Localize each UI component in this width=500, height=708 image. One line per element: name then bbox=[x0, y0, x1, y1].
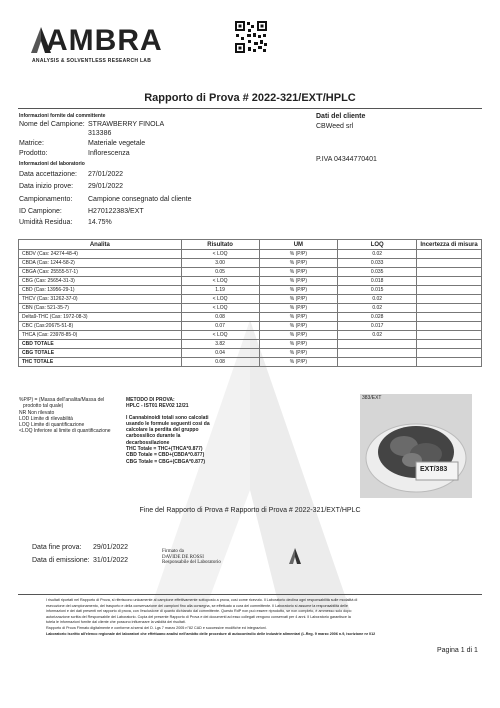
sample-photo bbox=[360, 394, 472, 498]
photo-label: EXT/383 bbox=[420, 466, 448, 473]
table-row bbox=[19, 313, 482, 322]
formula-line: CBG Totale = CBG+(CBGA*0.877) bbox=[126, 458, 206, 465]
table-cell-analyte: CBD TOTALE bbox=[19, 340, 182, 349]
table-cell-unc bbox=[417, 259, 482, 268]
table-row bbox=[19, 250, 482, 259]
sampling-label: Campionamento: bbox=[19, 196, 73, 203]
header-uncertainty: Incertezza di misura bbox=[417, 240, 482, 250]
table-cell-um: % (P/P) bbox=[259, 340, 338, 349]
table-cell-result: 3.82 bbox=[181, 340, 259, 349]
matrix-label: Matrice: bbox=[19, 140, 44, 147]
table-cell-analyte: CBG (Cas: 25654-31-3) bbox=[19, 277, 182, 286]
table-cell-loq: 0.02 bbox=[338, 295, 417, 304]
product-value: Inflorescenza bbox=[88, 150, 130, 157]
table-header-row bbox=[19, 240, 482, 250]
method-line: decarbossilazione bbox=[126, 439, 170, 446]
table-cell-um: % (P/P) bbox=[259, 349, 338, 358]
brand-tagline: ANALYSIS & SOLVENTLESS RESEARCH LAB bbox=[32, 58, 152, 64]
table-cell-result: 1.19 bbox=[181, 286, 259, 295]
header-result: Risultato bbox=[181, 240, 259, 250]
table-row bbox=[19, 277, 482, 286]
table-cell-result: < LOQ bbox=[181, 277, 259, 286]
table-cell-analyte: CBGA (Cas: 25555-57-1) bbox=[19, 268, 182, 277]
table-cell-analyte: THCA (Cas: 23978-85-0) bbox=[19, 331, 182, 340]
end-of-report: Fine del Rapporto di Prova # Rapporto di Prova # 2022-321/EXT/HPLC bbox=[139, 507, 361, 514]
customer-name: CBWeed srl bbox=[316, 123, 354, 130]
table-cell-loq: 0.02 bbox=[338, 331, 417, 340]
table-cell-loq bbox=[338, 340, 417, 349]
table-cell-loq: 0.017 bbox=[338, 322, 417, 331]
legend-line: LOD Limite di rilevabilità bbox=[19, 415, 73, 422]
signer-role: Responsabile del Laboratorio bbox=[162, 560, 221, 565]
table-cell-loq bbox=[338, 358, 417, 367]
table-cell-loq: 0.02 bbox=[338, 250, 417, 259]
table-cell-result: 0.07 bbox=[181, 322, 259, 331]
table-cell-um: % (P/P) bbox=[259, 295, 338, 304]
table-cell-unc bbox=[417, 358, 482, 367]
test-start-label: Data inizio prove: bbox=[19, 183, 74, 190]
table-cell-unc bbox=[417, 286, 482, 295]
table-cell-loq: 0.018 bbox=[338, 277, 417, 286]
footer-line: esecuzione del campionamento, del trasporto e della conservazione dei campioni fino alla consegna, se effettuato a cura del committente. Il Laboratorio si assume la responsabilità delle bbox=[46, 603, 348, 608]
footer-divider bbox=[18, 594, 482, 595]
table-cell-um: % (P/P) bbox=[259, 250, 338, 259]
table-cell-analyte: Delta9-THC (Cas: 1972-08-3) bbox=[19, 313, 182, 322]
table-cell-loq: 0.02 bbox=[338, 304, 417, 313]
table-cell-unc bbox=[417, 340, 482, 349]
table-row bbox=[19, 340, 482, 349]
sampling-value: Campione consegnato dal cliente bbox=[88, 196, 192, 203]
table-cell-result: < LOQ bbox=[181, 295, 259, 304]
table-cell-um: % (P/P) bbox=[259, 286, 338, 295]
signer-name: DAVIDE DE ROSSI bbox=[162, 554, 204, 560]
footer-disclaimer bbox=[46, 598, 466, 637]
table-cell-analyte: CBDV (Cas: 24274-48-4) bbox=[19, 250, 182, 259]
legend-line: %P/P) = (Massa dell'analita/Massa del bbox=[19, 397, 105, 403]
matrix-value: Materiale vegetale bbox=[88, 140, 146, 147]
method-heading: METODO DI PROVA: bbox=[126, 397, 175, 403]
table-cell-loq bbox=[338, 349, 417, 358]
customer-vat: P.IVA 04344770401 bbox=[316, 156, 377, 163]
header-um: UM bbox=[259, 240, 338, 250]
table-cell-loq: 0.028 bbox=[338, 313, 417, 322]
ambra-small-logo-icon bbox=[289, 548, 301, 564]
table-row bbox=[19, 349, 482, 358]
table-cell-result: < LOQ bbox=[181, 331, 259, 340]
end-date-value: 29/01/2022 bbox=[93, 544, 129, 551]
table-cell-loq: 0.035 bbox=[338, 268, 417, 277]
formula-line: THC Totale = THC+(THCA*0.877) bbox=[126, 446, 203, 453]
method-line: calcolare la perdita del gruppo bbox=[126, 427, 199, 434]
table-cell-unc bbox=[417, 277, 482, 286]
legend-line: <LOQ Inferiore al limite di quantificazione bbox=[19, 428, 111, 435]
header-analyte: Analita bbox=[19, 240, 182, 250]
table-cell-result: < LOQ bbox=[181, 304, 259, 313]
method-code: HPLC - IST01 REV02 12/21 bbox=[126, 403, 189, 410]
legend-line: LOQ Limite di quantificazione bbox=[19, 422, 85, 429]
issue-date-label: Data di emissione: bbox=[32, 557, 90, 564]
table-row bbox=[19, 331, 482, 340]
table-cell-result: 0.05 bbox=[181, 268, 259, 277]
table-row bbox=[19, 259, 482, 268]
method-line: usando le formule seguenti così da bbox=[126, 420, 210, 427]
table-cell-loq: 0.033 bbox=[338, 259, 417, 268]
sample-name-label: Nome del Campione: bbox=[19, 121, 85, 128]
page-number: Pagina 1 di 1 bbox=[437, 647, 478, 654]
table-cell-analyte: CBN (Cas: 521-35-7) bbox=[19, 304, 182, 313]
method-line: I Cannabinoidi totali sono calcolati bbox=[126, 414, 209, 421]
issue-date-value: 31/01/2022 bbox=[93, 557, 129, 564]
table-cell-analyte: THCV (Cas: 31262-37-0) bbox=[19, 295, 182, 304]
table-cell-result: < LOQ bbox=[181, 250, 259, 259]
results-table bbox=[18, 239, 482, 367]
table-row bbox=[19, 295, 482, 304]
table-cell-result: 0.08 bbox=[181, 358, 259, 367]
table-cell-um: % (P/P) bbox=[259, 358, 338, 367]
photo-caption: 383/EXT bbox=[362, 395, 382, 401]
sample-photo-icon bbox=[360, 394, 472, 498]
table-cell-analyte: CBC (Cas:20675-51-8) bbox=[19, 322, 182, 331]
report-title: Rapporto di Prova # 2022-321/EXT/HPLC bbox=[144, 92, 356, 104]
humidity-label: Umidità Residua: bbox=[19, 219, 73, 226]
footer-accreditation: Laboratorio iscritto all'elenco regionale dei laboratori che effettuano analisi nell'ambito delle procedure di autocontrollo delle industrie alimentari (L.Reg. 9 marzo 2006 n.9, iscrizione nr 012 bbox=[46, 631, 376, 636]
sample-name-value: STRAWBERRY FINOLA bbox=[88, 121, 165, 128]
customer-heading: Dati del cliente bbox=[316, 113, 366, 120]
table-cell-unc bbox=[417, 313, 482, 322]
table-cell-loq: 0.015 bbox=[338, 286, 417, 295]
end-date-label: Data fine prova: bbox=[32, 544, 82, 551]
table-row bbox=[19, 358, 482, 367]
table-cell-unc bbox=[417, 331, 482, 340]
table-row bbox=[19, 304, 482, 313]
table-cell-unc bbox=[417, 304, 482, 313]
table-cell-unc bbox=[417, 268, 482, 277]
signature-line: Firmato da bbox=[162, 549, 184, 554]
table-row bbox=[19, 268, 482, 277]
footer-line: informazioni e dei dati presenti nel rapporto di prova, con l'esclusione di quanto dichiarato dal committente. Questo RdP non può essere riprodotto, se non completo, è ammesso solo dopo bbox=[46, 609, 352, 614]
qr-code-icon bbox=[234, 20, 268, 54]
table-cell-um: % (P/P) bbox=[259, 331, 338, 340]
legend-line: NR Non rilevato bbox=[19, 409, 55, 416]
footer-line: I risultati riportati nel Rapporto di Prova, si riferiscono unicamente al campione effettivamente sottoposto a prova, così come ricevuto. Il Laboratorio declina ogni responsabilità sulle modalità di bbox=[46, 598, 358, 602]
test-start-value: 29/01/2022 bbox=[88, 183, 124, 190]
brand-name: AMBRA bbox=[46, 24, 163, 57]
table-cell-unc bbox=[417, 349, 482, 358]
legend-line: prodotto tal quale) bbox=[23, 403, 64, 410]
product-label: Prodotto: bbox=[19, 150, 48, 157]
sample-id-value: H270122383/EXT bbox=[88, 208, 144, 215]
humidity-value: 14.75% bbox=[88, 219, 112, 226]
footer-line: Rapporto di Prova Firmato digitalmente e conforme ai sensi del D. Lgs 7 marzo 2005 n°82 CAD e successive modifiche ed integrazioni. bbox=[46, 625, 267, 630]
table-cell-analyte: CBG TOTALE bbox=[19, 349, 182, 358]
footer-line: autorizzazione scritta del Responsabile del Laboratorio. Copia del presente Rapporto di Prova e dei documenti ad esso collegati vengono conservati per 4 anni. Il Laboratorio garantisce la bbox=[46, 614, 351, 619]
table-cell-um: % (P/P) bbox=[259, 259, 338, 268]
signature-block bbox=[162, 549, 221, 566]
table-cell-um: % (P/P) bbox=[259, 268, 338, 277]
table-row bbox=[19, 322, 482, 331]
acceptance-date-label: Data accettazione: bbox=[19, 171, 77, 178]
title-divider bbox=[18, 108, 482, 109]
table-cell-unc bbox=[417, 250, 482, 259]
table-cell-result: 0.08 bbox=[181, 313, 259, 322]
table-cell-analyte: CBDA (Cas: 1244-58-2) bbox=[19, 259, 182, 268]
table-row bbox=[19, 286, 482, 295]
table-cell-um: % (P/P) bbox=[259, 322, 338, 331]
acceptance-date-value: 27/01/2022 bbox=[88, 171, 124, 178]
table-cell-um: % (P/P) bbox=[259, 277, 338, 286]
sample-code-value: 313386 bbox=[88, 130, 112, 137]
footer-line: tutela le informazioni fornite dal cliente che possono influenzare la validità dei risultati. bbox=[46, 620, 186, 625]
formula-line: CBD Totale = CBD+(CBDA*0.877) bbox=[126, 452, 205, 459]
table-cell-result: 3.00 bbox=[181, 259, 259, 268]
sample-id-label: ID Campione: bbox=[19, 208, 62, 215]
table-cell-unc bbox=[417, 295, 482, 304]
table-cell-analyte: CBD (Cas: 13956-29-1) bbox=[19, 286, 182, 295]
table-cell-um: % (P/P) bbox=[259, 304, 338, 313]
method-line: carbossilico durante la bbox=[126, 433, 181, 440]
table-cell-analyte: THC TOTALE bbox=[19, 358, 182, 367]
legend-block bbox=[19, 397, 111, 435]
table-cell-result: 0.04 bbox=[181, 349, 259, 358]
header-loq: LOQ bbox=[338, 240, 417, 250]
client-info-heading: Informazioni fornite dal committente bbox=[19, 113, 106, 119]
table-cell-unc bbox=[417, 322, 482, 331]
table-cell-um: % (P/P) bbox=[259, 313, 338, 322]
method-block bbox=[126, 397, 210, 465]
lab-info-heading: Informazioni del laboratorio bbox=[19, 161, 85, 167]
